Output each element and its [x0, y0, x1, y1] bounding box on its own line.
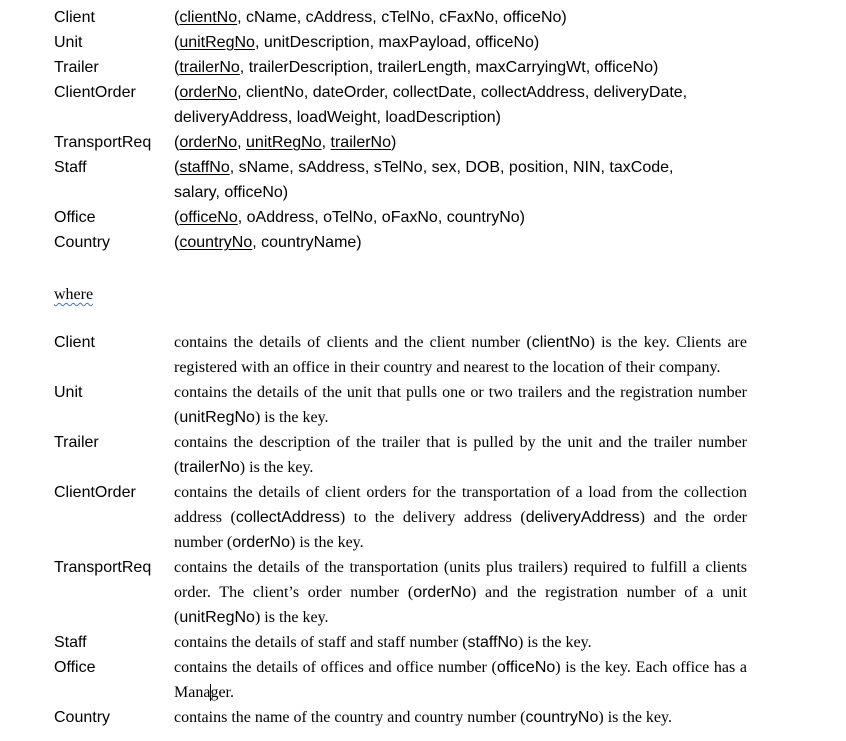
description-text: ) is the key. [239, 459, 314, 476]
description-row-office [54, 655, 747, 705]
description-row-clientorder [54, 480, 747, 555]
description-text: contains the name of the country and country number ( [174, 709, 526, 726]
description-row-staff [54, 630, 747, 655]
entity-name: Client [54, 334, 95, 351]
entity-description [174, 555, 747, 630]
description-text: ) is the key. Each office has a Mana [174, 659, 747, 701]
separator: , [321, 134, 331, 151]
entity-description [174, 655, 747, 705]
description-row-client [54, 330, 747, 380]
paren: ( [174, 209, 180, 226]
entity-description [174, 430, 747, 480]
primary-key: officeNo [179, 209, 238, 226]
description-text: ) is the key. [598, 709, 672, 726]
paren: ( [174, 159, 180, 176]
entity-name: Client [54, 9, 95, 26]
entity-description [174, 330, 747, 380]
entity-schema [174, 5, 774, 30]
description-text: contains the description of the trailer that is pulled by the unit and the trailer number ( [174, 434, 747, 476]
paren: ( [174, 84, 180, 101]
description-text: contains the details of offices and office number ( [174, 659, 497, 676]
description-text: contains the details of the unit that pulls one or two trailers and the registration number ( [174, 384, 747, 426]
entity-schema [174, 55, 774, 80]
entity-name: Unit [54, 34, 83, 51]
entity-schema [174, 80, 734, 130]
description-row-country [54, 705, 747, 730]
attributes: , cName, cAddress, cTelNo, cFaxNo, officeNo) [237, 9, 567, 26]
attributes: , unitDescription, maxPayload, officeNo) [254, 34, 540, 51]
attributes: ) [391, 134, 397, 151]
description-row-unit [54, 380, 747, 430]
paren: ( [174, 134, 180, 151]
entity-name: Unit [54, 384, 83, 401]
attribute-name: trailerNo [179, 459, 240, 476]
entity-description [174, 705, 747, 730]
schema-row-staff [54, 155, 714, 205]
attribute-name: collectAddress [235, 509, 340, 526]
description-text: contains the details of the transportation (units plus trailers) required to fulfill a clients order. The client’s order number ( [174, 559, 747, 601]
entity-schema [174, 205, 774, 230]
entity-name: Country [54, 234, 111, 251]
attribute-name: staffNo [467, 634, 518, 651]
entity-schema [174, 130, 774, 155]
attributes: , trailerDescription, trailerLength, maxCarryingWt, officeNo) [239, 59, 659, 76]
attribute-name: unitRegNo [179, 609, 255, 626]
entity-name: TransportReq [54, 134, 152, 151]
schema-row-client [54, 5, 774, 30]
attribute-name: clientNo [531, 334, 590, 351]
description-row-transportreq [54, 555, 747, 630]
description-text: ) is the key. Clients are registered with an office in their country and nearest to the location of their company. [174, 334, 747, 376]
entity-name: Staff [54, 159, 87, 176]
attribute-name: orderNo [413, 584, 471, 601]
separator: , [237, 134, 247, 151]
description-text: contains the details of client orders for the transportation of a load from the collection address ( [174, 484, 747, 526]
paren: ( [174, 234, 180, 251]
schema-row-transportreq [54, 130, 774, 155]
primary-key: unitRegNo [179, 34, 255, 51]
attributes: , sName, sAddress, sTelNo, sex, DOB, position, NIN, taxCode, salary, officeNo) [174, 159, 674, 201]
entity-name: Office [54, 659, 96, 676]
entity-name: Trailer [54, 434, 99, 451]
attribute-name: unitRegNo [179, 409, 255, 426]
primary-key: orderNo [179, 134, 238, 151]
primary-key: trailerNo [330, 134, 391, 151]
description-text: ) is the key. [254, 409, 329, 426]
description-text: ) is the key. [254, 609, 329, 626]
entity-schema [174, 230, 774, 255]
schema-row-clientorder [54, 80, 734, 130]
primary-key: orderNo [179, 84, 238, 101]
schema-row-unit [54, 30, 774, 55]
entity-name: Staff [54, 634, 87, 651]
schema-row-office [54, 205, 774, 230]
entity-name: Office [54, 209, 96, 226]
description-text: ) is the key. [290, 534, 364, 551]
description-text: contains the details of clients and the client number ( [174, 334, 532, 351]
schema-row-trailer [54, 55, 774, 80]
entity-name: ClientOrder [54, 84, 136, 101]
entity-name: Trailer [54, 59, 99, 76]
paren: ( [174, 9, 180, 26]
entity-description [174, 480, 747, 555]
schema-row-country [54, 230, 774, 255]
entity-description [174, 380, 747, 430]
description-text: ) is the key. [517, 634, 592, 651]
where-label: where [54, 286, 94, 303]
description-row-trailer [54, 430, 747, 480]
entity-name: ClientOrder [54, 484, 136, 501]
attribute-name: countryNo [525, 709, 599, 726]
entity-schema [174, 155, 714, 205]
entity-description [174, 630, 747, 655]
primary-key: countryNo [179, 234, 253, 251]
paren: ( [174, 59, 180, 76]
primary-key: clientNo [179, 9, 238, 26]
entity-name: TransportReq [54, 559, 152, 576]
primary-key: trailerNo [179, 59, 240, 76]
entity-name: Country [54, 709, 111, 726]
attributes: , oAddress, oTelNo, oFaxNo, countryNo) [237, 209, 525, 226]
primary-key: unitRegNo [246, 134, 322, 151]
attribute-name: officeNo [496, 659, 556, 676]
attributes: , clientNo, dateOrder, collectDate, collectAddress, deliveryDate, deliveryAddress, loadWeight, loadDescription) [174, 84, 688, 126]
entity-schema [174, 30, 774, 55]
description-text: ) and the registration number of a unit ( [174, 584, 747, 626]
attributes: , countryName) [252, 234, 362, 251]
description-text: ger. [210, 684, 234, 701]
paren: ( [174, 34, 180, 51]
attribute-name: deliveryAddress [525, 509, 640, 526]
description-text: contains the details of staff and staff number ( [174, 634, 468, 651]
description-text: ) and the order number ( [174, 509, 748, 551]
attribute-name: orderNo [232, 534, 291, 551]
primary-key: staffNo [179, 159, 230, 176]
description-text: ) to the delivery address ( [339, 509, 526, 526]
